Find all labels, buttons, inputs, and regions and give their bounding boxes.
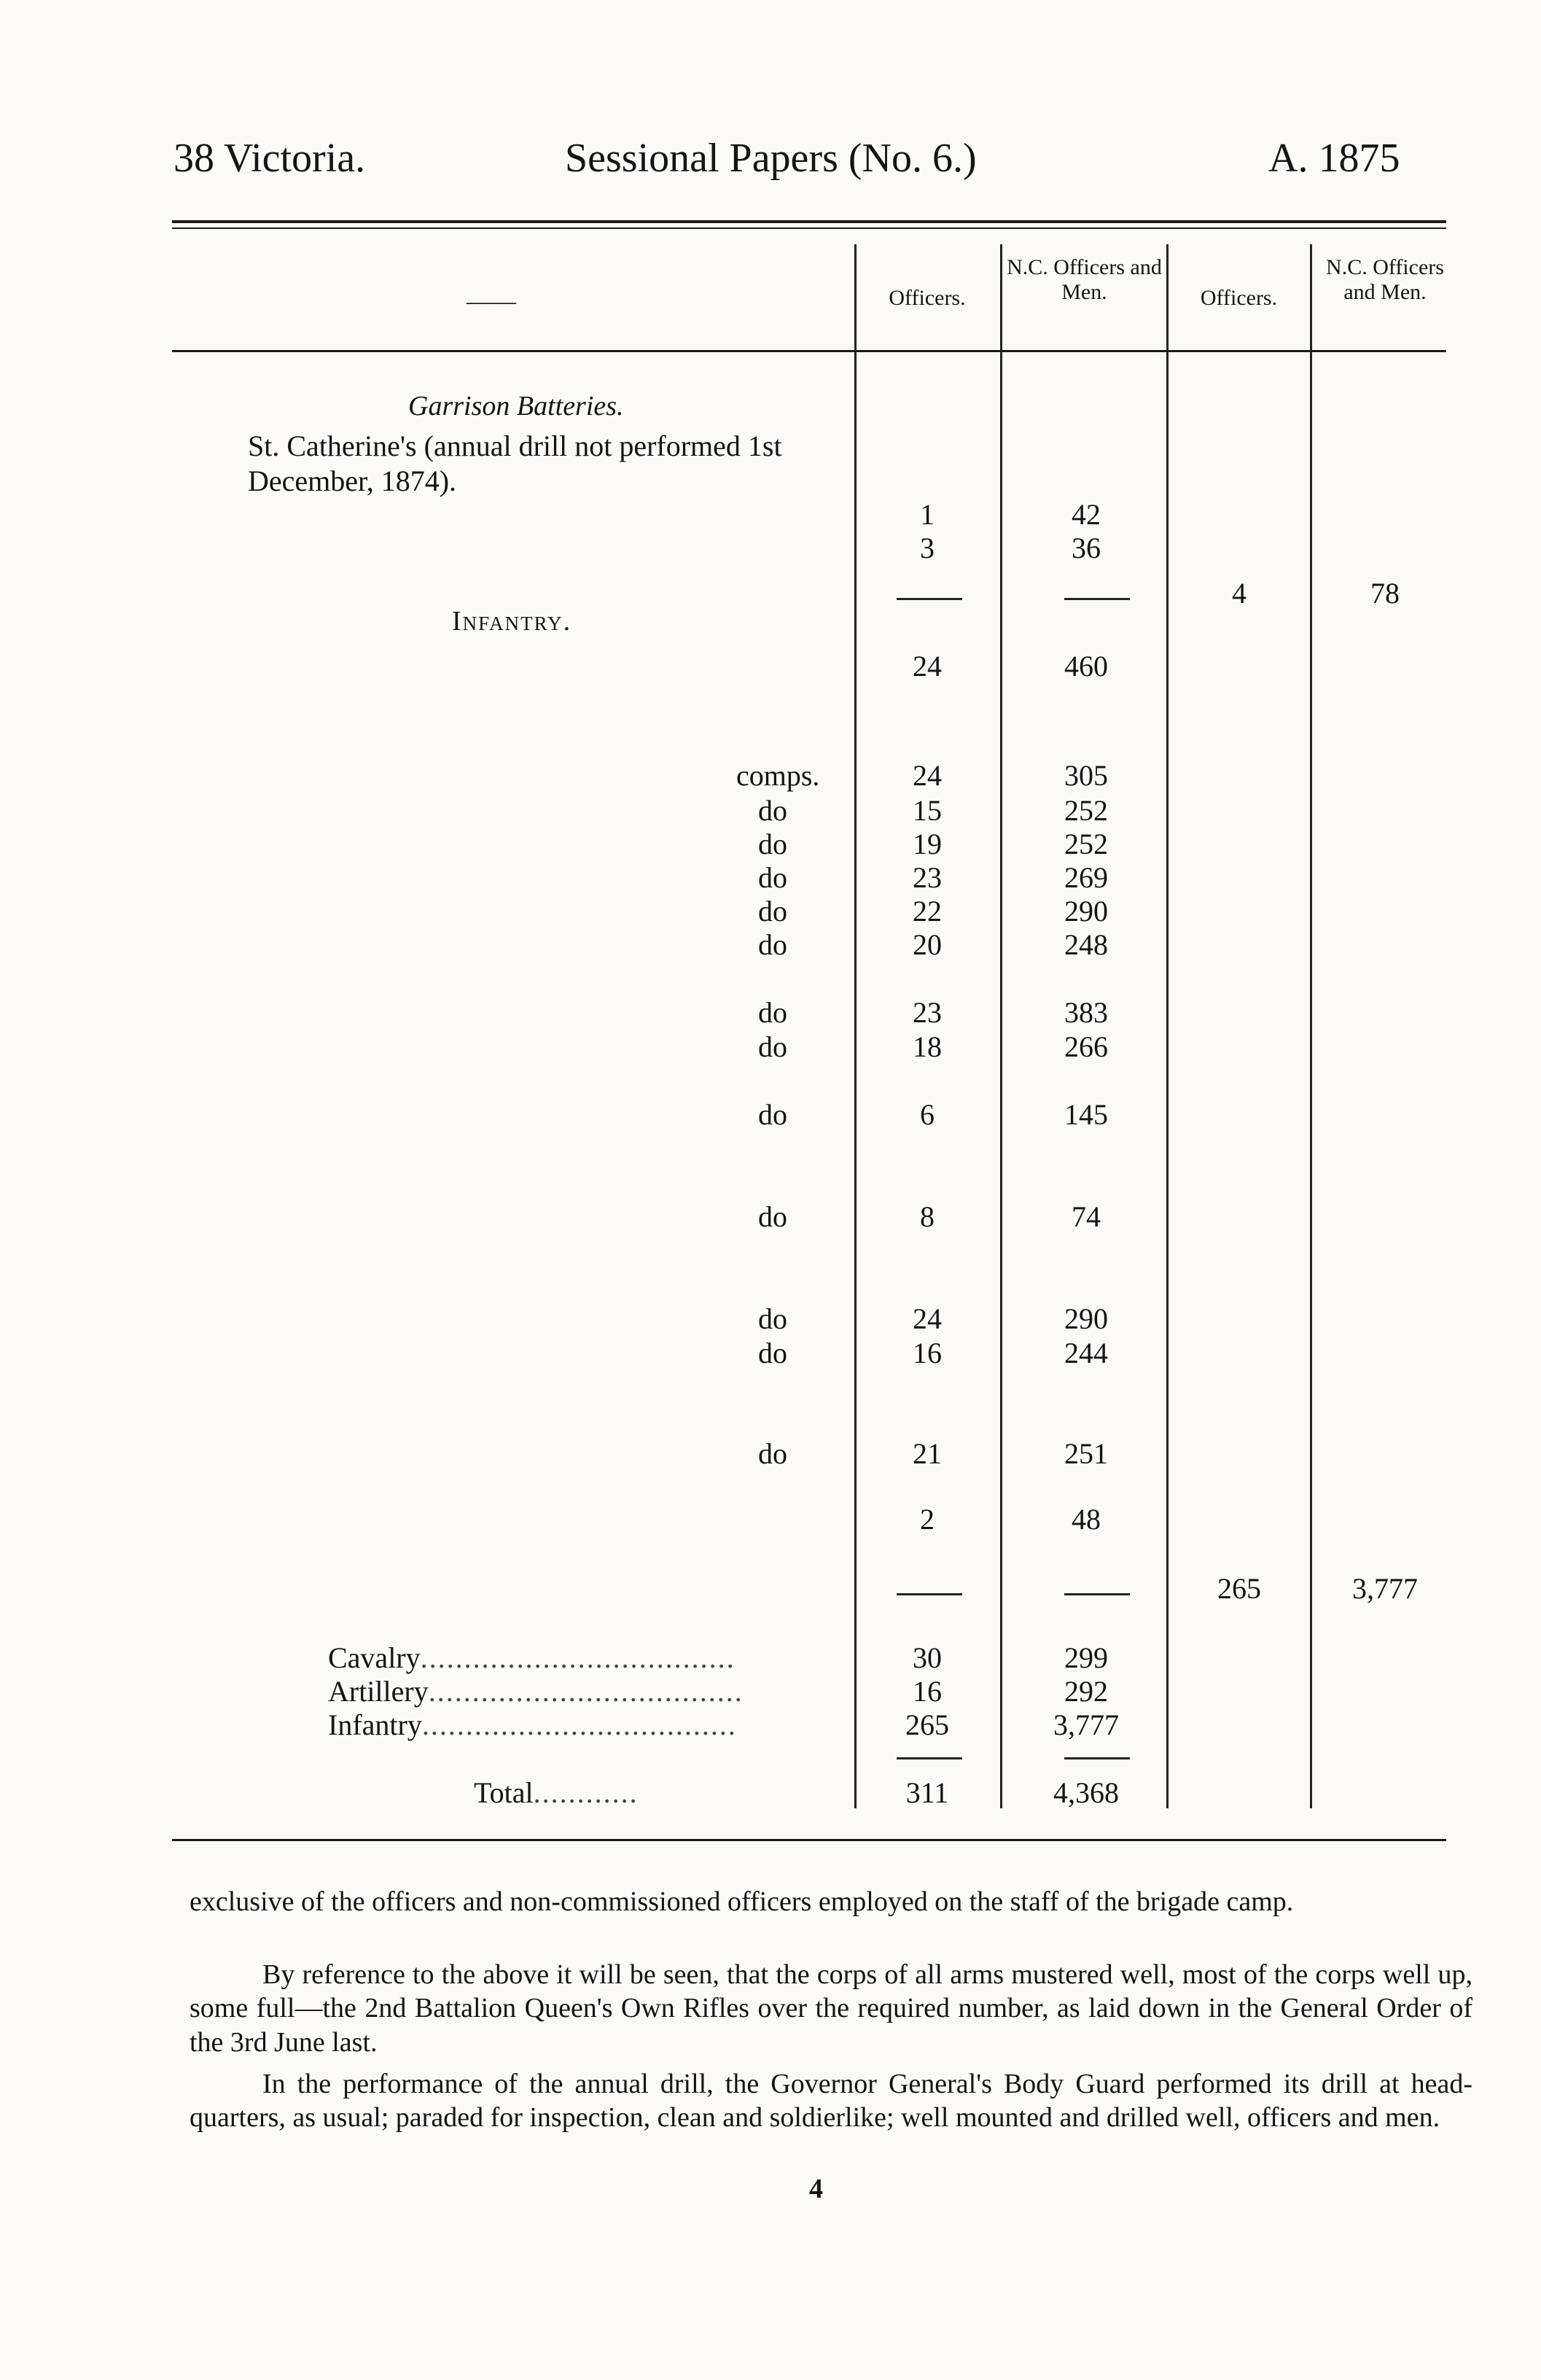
col-officers-1: Officers. [889,286,966,310]
summary-men: 292 [1064,1675,1108,1708]
infantry-ditto: do [758,828,787,860]
garrison-officers: 1 [920,498,935,531]
infantry-ditto: do [758,1437,787,1470]
infantry-ditto: do [758,895,787,928]
infantry-men: 145 [1064,1098,1108,1131]
infantry-officers: 16 [913,1337,942,1369]
infantry-officers: 15 [913,794,942,827]
garrison-men: 36 [1072,532,1101,564]
garrison-heading: Garrison Batteries. [408,391,624,421]
infantry-officers: 24 [913,759,942,792]
infantry-men: 266 [1064,1030,1108,1063]
infantry-ditto: comps. [736,759,820,792]
header-rule-top [172,220,1446,223]
infantry-sum-line-officers [897,1593,962,1595]
paragraph-reference: By reference to the above it will be seen, that the corps of all arms mustered well, most of the corps well up, some full—the 2nd Battalion Queen's Own Rifles over the required number, as laid down in the General Order of the 3rd June last. [190,1959,1472,2058]
infantry-officers: 23 [913,996,942,1029]
header-volume: 38 Victoria. [173,136,366,181]
paragraph-body-guard: In the performance of the annual drill, the Governor General's Body Guard performed its drill at head-quarters, as usual; paraded for inspection, clean and soldierlike; well mounted and drilled well, officers and men. [190,2069,1472,2134]
infantry-men: 252 [1064,794,1108,827]
garrison-sum-line-men [1064,598,1130,600]
total-men: 4,368 [1053,1776,1119,1809]
infantry-ditto: do [758,861,787,894]
infantry-heading: Infantry. [452,606,572,637]
infantry-men: 305 [1064,759,1108,792]
summary-name: Artillery.................................... [328,1675,744,1708]
infantry-officers: 6 [920,1098,935,1131]
column-divider-4 [1310,244,1312,1808]
infantry-officers: 19 [913,828,942,860]
total-sum-line-men [1064,1757,1130,1759]
name-column-header: —— [467,288,516,315]
infantry-officers: 23 [913,861,942,894]
garrison-total-officers: 4 [1232,577,1247,610]
infantry-men: 460 [1064,650,1108,682]
col-men-2: N.C. Officers and Men. [1326,255,1444,304]
col-men-1: N.C. Officers and Men. [1007,255,1162,304]
garrison-total-men: 78 [1370,577,1400,610]
garrison-men: 42 [1072,498,1101,531]
infantry-sum-line-men [1064,1593,1130,1595]
infantry-ditto: do [758,1302,787,1335]
infantry-officers: 21 [913,1437,942,1470]
infantry-ditto: do [758,1098,787,1131]
page-number: 4 [809,2174,823,2204]
infantry-men: 252 [1064,828,1108,860]
summary-officers: 265 [905,1708,949,1741]
infantry-officers: 22 [913,895,942,928]
infantry-total-men: 3,777 [1352,1572,1418,1605]
infantry-total-officers: 265 [1217,1572,1261,1605]
garrison-note: St. Catherine's (annual drill not performed 1st December, 1874). [248,429,782,497]
infantry-ditto: do [758,928,787,961]
infantry-men: 244 [1064,1337,1108,1369]
infantry-men: 290 [1064,895,1108,928]
infantry-officers: 24 [913,1302,942,1335]
col-officers-2: Officers. [1200,286,1278,310]
infantry-ditto: do [758,1030,787,1063]
infantry-officers: 8 [920,1200,935,1233]
garrison-officers: 3 [920,532,935,564]
infantry-officers: 2 [920,1503,935,1536]
header-title: Sessional Papers (No. 6.) [565,136,977,181]
infantry-men: 48 [1072,1503,1101,1536]
infantry-men: 290 [1064,1302,1108,1335]
infantry-officers: 20 [913,928,942,961]
infantry-ditto: do [758,1337,787,1369]
total-label: Total............ [474,1776,639,1809]
summary-officers: 16 [913,1675,942,1708]
total-sum-line-officers [897,1757,962,1759]
garrison-sum-line-officers [897,598,962,600]
infantry-ditto: do [758,996,787,1029]
infantry-men: 383 [1064,996,1108,1029]
table-bottom-rule [172,1839,1446,1841]
column-header-rule [172,350,1446,352]
infantry-ditto: do [758,1200,787,1233]
summary-name: Cavalry.................................... [328,1641,736,1674]
column-divider-3 [1166,244,1169,1808]
infantry-men: 251 [1064,1437,1108,1470]
column-divider-1 [854,244,857,1808]
infantry-officers: 24 [913,650,942,682]
infantry-men: 248 [1064,928,1108,961]
column-divider-2 [1000,244,1002,1808]
summary-officers: 30 [913,1641,942,1674]
summary-men: 3,777 [1053,1708,1119,1741]
header-year: A. 1875 [1268,136,1400,181]
paragraph-staff: exclusive of the officers and non-commissioned officers employed on the staff of the brigade camp. [190,1886,1294,1917]
infantry-officers: 18 [913,1030,942,1063]
total-officers: 311 [905,1776,949,1809]
infantry-men: 269 [1064,861,1108,894]
summary-name: Infantry.................................... [328,1708,737,1741]
header-rule-bottom [172,228,1446,229]
infantry-men: 74 [1072,1200,1101,1233]
infantry-ditto: do [758,794,787,827]
summary-men: 299 [1064,1641,1108,1674]
